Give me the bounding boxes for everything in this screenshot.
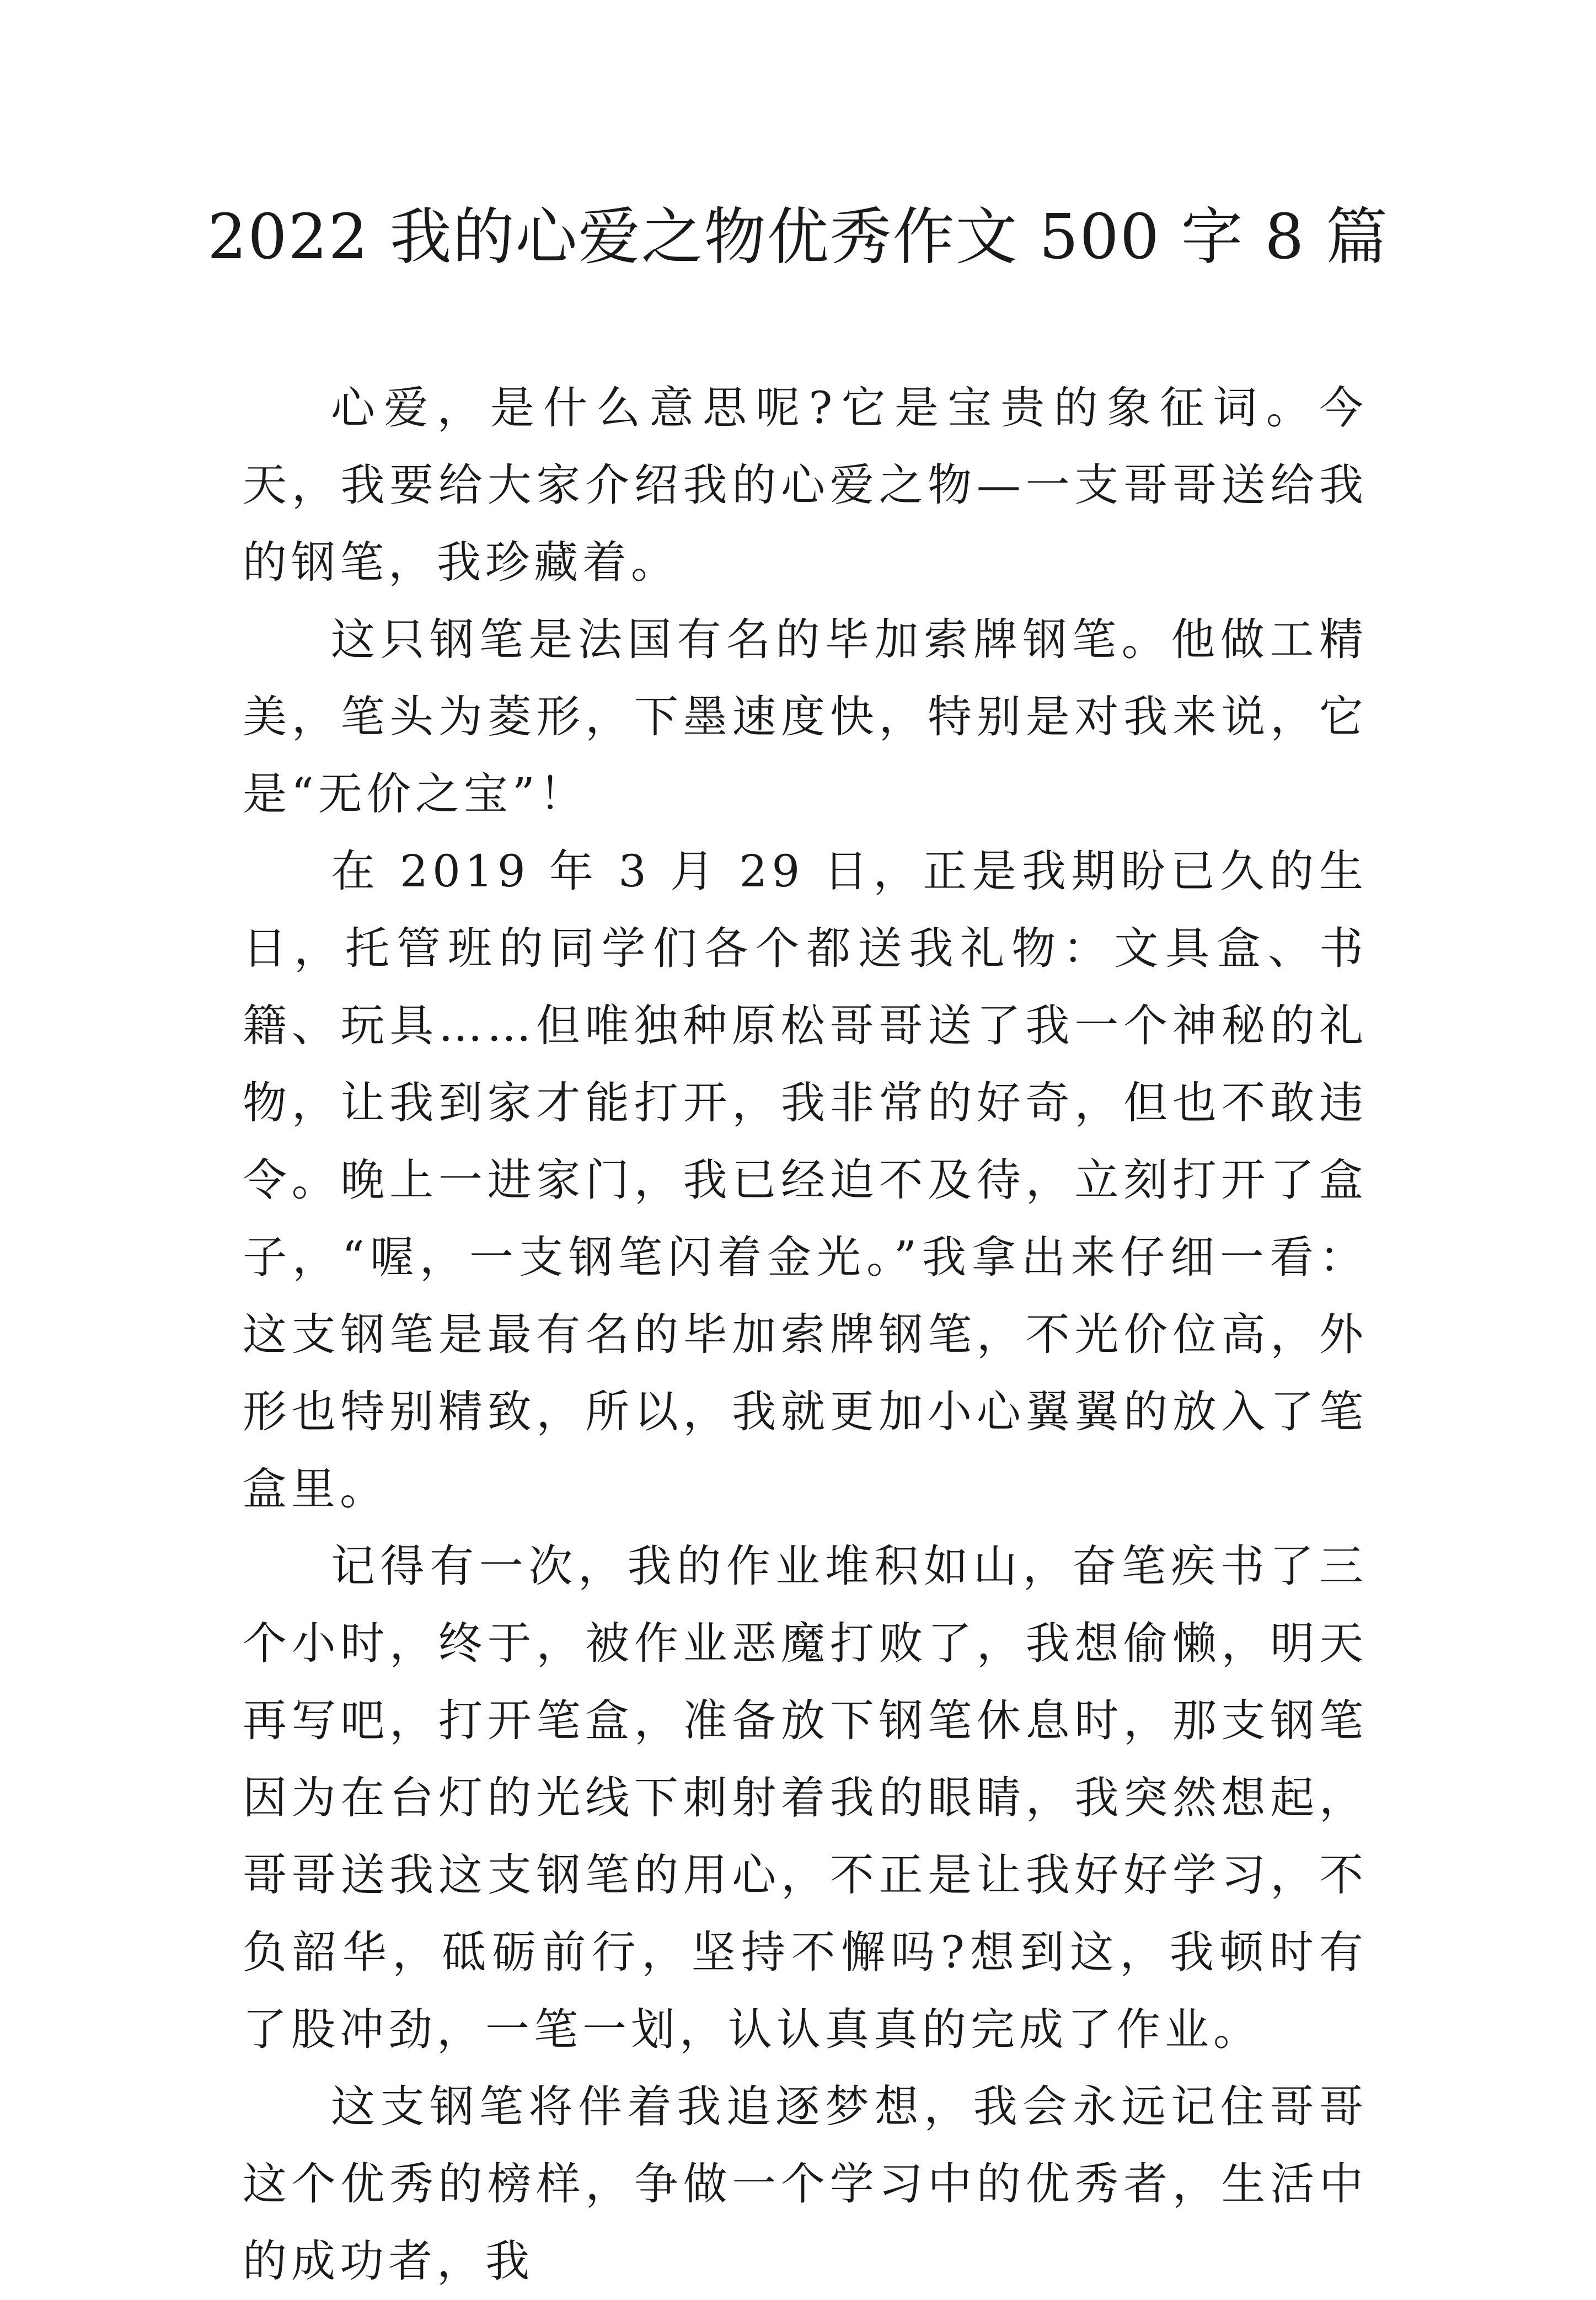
- document-title: 2022 我的心爱之物优秀作文 500 字 8 篇: [207, 201, 1389, 273]
- paragraph: 这支钢笔将伴着我追逐梦想，我会永远记住哥哥这个优秀的榜样，争做一个学习中的优秀者，生活中的成功者，我: [243, 2081, 1368, 2287]
- paragraph: 记得有一次，我的作业堆积如山，奋笔疾书了三个小时，终于，被作业恶魔打败了，我想偷懒，明天再写吧，打开笔盒，准备放下钢笔休息时，那支钢笔因为在台灯的光线下刺射着我的眼睛，我突然想起，哥哥送我这支钢笔的用心，不正是让我好好学习，不负韶华，砥砺前行，坚持不懈吗?想到这，我顿时有了股冲劲，一笔一划，认认真真的完成了作业。: [243, 1541, 1368, 2055]
- paragraph: 在 2019 年 3 月 29 日，正是我期盼已久的生日，托管班的同学们各个都送我礼物：文具盒、书籍、玩具……但唯独种原松哥哥送了我一个神秘的礼物，让我到家才能打开，我非常的好奇，但也不敢违令。晚上一进家门，我已经迫不及待，立刻打开了盒子，“喔，一支钢笔闪着金光。”我拿出来仔细一看：这支钢笔是最有名的毕加索牌钢笔，不光价位高，外形也特别精致，所以，我就更加小心翼翼的放入了笔盒里。: [243, 846, 1368, 1515]
- paragraph: 心爱，是什么意思呢?它是宝贵的象征词。今天，我要给大家介绍我的心爱之物—一支哥哥送给我的钢笔，我珍藏着。: [243, 382, 1368, 588]
- document-body: [243, 370, 1368, 2300]
- paragraph: 这只钢笔是法国有名的毕加索牌钢笔。他做工精美，笔头为菱形，下墨速度快，特别是对我来说，它是“无价之宝”！: [243, 614, 1368, 820]
